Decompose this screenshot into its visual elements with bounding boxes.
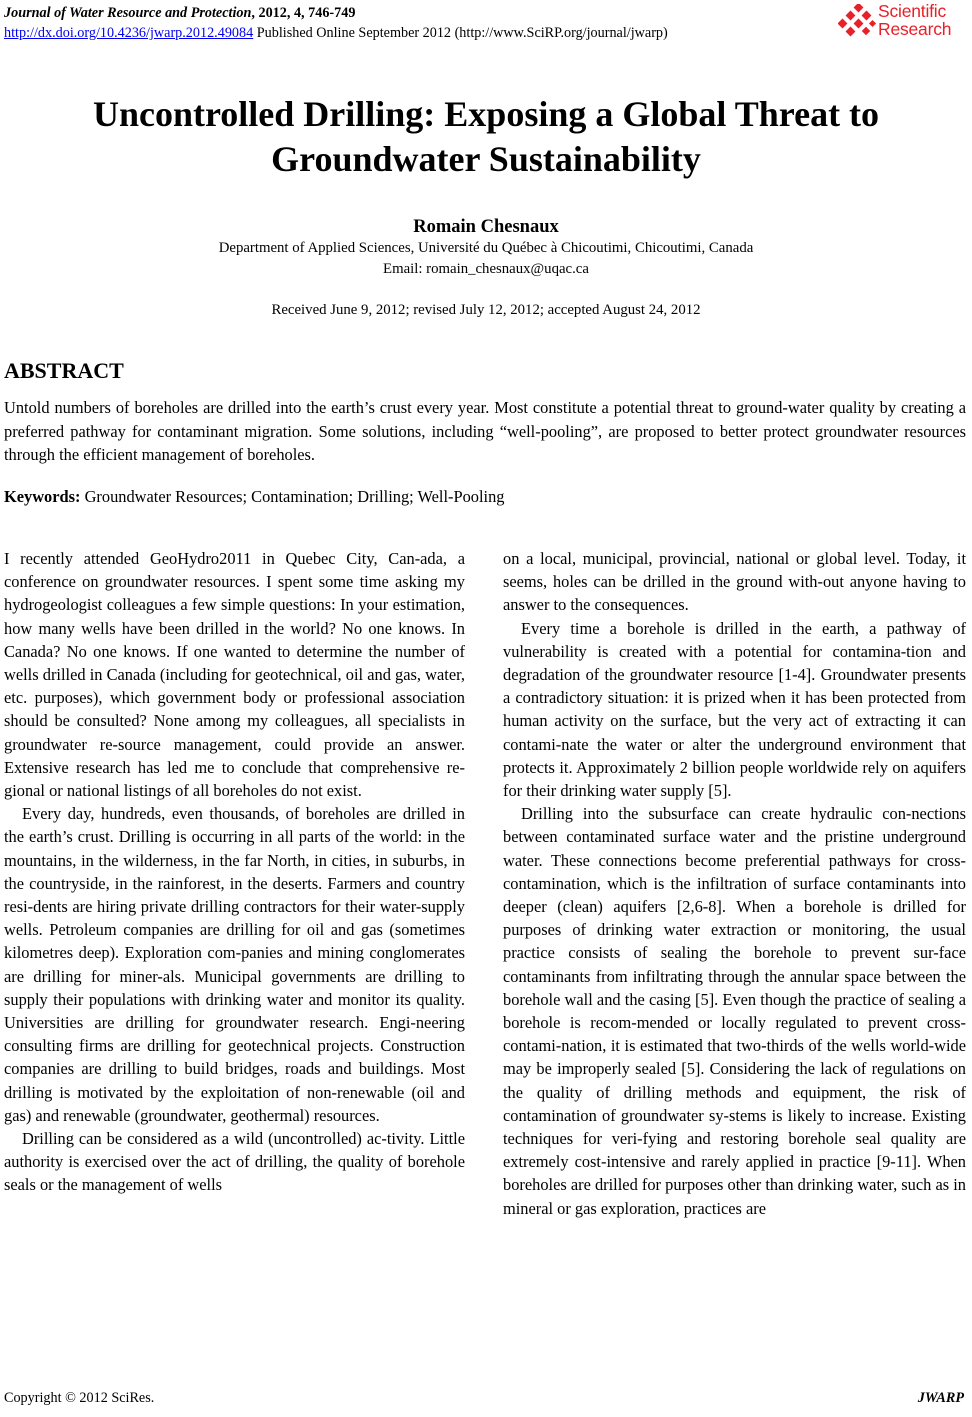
paragraph: Drilling into the subsurface can create hydraulic con-nections between contaminated surface water and the pristine underground water. These connections become preferential pathways for cross-contamination, which is the infiltration of surface contaminants into deeper (clean) aquifers [2,6-8]. When a borehole is drilled for purposes of drinking water extraction or monitoring, the usual practice consists of sealing the borehole to prevent sur-face contaminants from infiltrating through the annular space between the borehole wall and the casing [5]. Even though the practice of sealing a borehole is recom-mended or locally regulated to prevent cross-contami-nation, it is estimated that two-thirds of the wells world-wide may be improperly sealed [5]. Considering the lack of regulations on the quality of drilling methods and equipment, the risk of contamination of groundwater sy-stems is likely to increase. Existing techniques for veri-fying and restoring borehole seal quality are extremely cost-intensive and rarely applied in practice [9-11]. When boreholes are drilled for purposes other than drinking water, such as in mineral or gas exploration, practices are (503, 804, 966, 1218)
body-column-left (4, 547, 465, 1197)
abstract-heading: ABSTRACT (4, 358, 124, 383)
paragraph: I recently attended GeoHydro2011 in Quebec City, Can-ada, a conference on groundwater resources. I spent some time asking my hydrogeologist colleagues a few simple questions: In your estimation, how many wells have been drilled in the world? No one knows. In Canada? No one knows. If one wanted to determine the number of wells drilled in Canada (including for geotechnical, oil and gas, water, etc. purposes), which government body or professional association should be consulted? None among my colleagues, all specialists in groundwater re-source management, could provide an answer. Extensive research has led me to conclude that comprehensive re-gional or national listings of all boreholes do not exist. (4, 549, 465, 801)
body-column-right (503, 547, 966, 1220)
author-affiliation: Department of Applied Sciences, Université du Québec à Chicoutimi, Chicoutimi, Canada (218, 240, 754, 256)
abstract-text: Untold numbers of boreholes are drilled into the earth’s crust every year. Most constitute a potential threat to ground-water quality by creating a preferred pathway for contaminant migration. Some solutions, including “well-pooling”, are proposed to better protect groundwater resources through the efficient management of boreholes. (4, 398, 966, 464)
logo-line-2: Research (878, 19, 952, 39)
footer-copyright: Copyright © 2012 SciRes. (4, 1390, 155, 1406)
keywords-label: Keywords: (4, 487, 81, 506)
paragraph: on a local, municipal, provincial, national or global level. Today, it seems, holes can be drilled in the ground with-out anyone having to answer to the consequences. (503, 549, 966, 615)
footer-journal-abbrev: JWARP (917, 1390, 964, 1406)
received-dates: Received June 9, 2012; revised July 12, 2012; accepted August 24, 2012 (271, 302, 701, 318)
author-name: Romain Chesnaux (413, 217, 559, 237)
keywords (4, 487, 505, 507)
publisher-logo (838, 2, 966, 42)
paragraph: Every day, hundreds, even thousands, of boreholes are drilled in the earth’s crust. Drilling is occurring in all parts of the world: in the mountains, in the wilderness, in the far North, in cities, in suburbs, in the countryside, in the rainforest, in the deserts. Farmers and country resi-dents are hiring private drilling contractors for their water-supply wells. Petroleum companies are drilling for oil and gas (sometimes kilometres deep). Exploration com-panies and mining conglomerates are drilling for miner-als. Municipal governments are drilling to supply their populations with drinking water and monitor its quality. Universities are drilling for groundwater research. Engi-neering consulting firms are drilling for geotechnical projects. Construction companies are drilling to build bridges, roads and buildings. Most drilling is motivated by the exploitation of non-renewable (oil and gas) and renewable (groundwater, geothermal) resources. (4, 804, 465, 1125)
journal-header (4, 3, 964, 43)
doi-line (4, 23, 964, 43)
logo-line-1: Scientific (878, 1, 947, 21)
journal-volume-pages: , 2012, 4, 746-749 (251, 5, 356, 21)
published-online: Published Online September 2012 (http://www.SciRP.org/journal/jwarp) (253, 25, 668, 41)
journal-citation-line (4, 3, 964, 23)
publisher-logo-icon (838, 4, 878, 40)
author-email: Email: romain_chesnaux@uqac.ca (383, 261, 589, 277)
doi-link[interactable]: http://dx.doi.org/10.4236/jwarp.2012.49084 (4, 25, 254, 41)
title-line-1: Uncontrolled Drilling: Exposing a Global Threat to (92, 94, 880, 134)
publisher-logo-text (878, 2, 951, 38)
paper-title (0, 92, 972, 182)
journal-name: Journal of Water Resource and Protection (4, 5, 252, 21)
title-line-2: Groundwater Sustainability (271, 139, 701, 179)
keywords-text: Groundwater Resources; Contamination; Drilling; Well-Pooling (80, 487, 505, 506)
paragraph: Drilling can be considered as a wild (uncontrolled) ac-tivity. Little authority is exercised over the act of drilling, the quality of borehole seals or the management of wells (4, 1129, 465, 1195)
paragraph: Every time a borehole is drilled in the earth, a pathway of vulnerability is created with a potential for contamina-tion and degradation of the groundwater resource [1-4]. Groundwater presents a contradictory situation: it is prized when it has been protected from human activity on the surface, but the very act of extracting it can contami-nate the water or alter the underground environment that protects it. Approximately 2 billion people worldwide rely on aquifers for their drinking water supply [5]. (503, 618, 966, 801)
